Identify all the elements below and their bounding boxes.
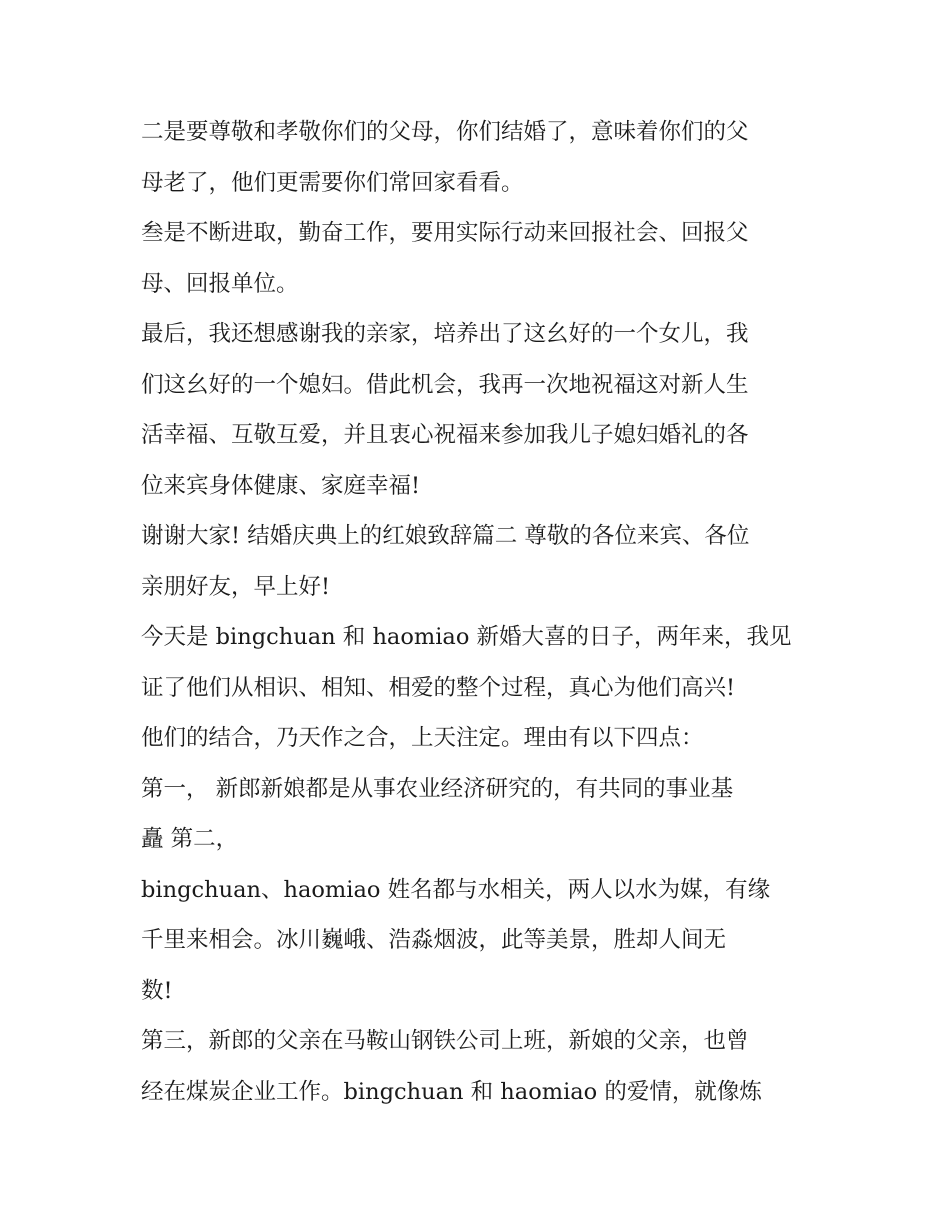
text-line: 谢谢大家! 结婚庆典上的红娘致辞篇二 尊敬的各位来宾、各位 xyxy=(141,523,750,549)
text-line: 活幸福、互敬互爱，并且衷心祝福来参加我儿子媳妇婚礼的各 xyxy=(141,422,749,448)
text-line: 母、回报单位。 xyxy=(141,270,299,297)
text-line: bingchuan、haomiao 姓名都与水相关，两人以水为媒，有缘 xyxy=(141,876,771,903)
text-line: 亲朋好友，早上好! xyxy=(141,573,331,600)
text-line: 千里来相会。冰川巍峨、浩淼烟波，此等美景，胜却人间无 xyxy=(141,927,727,953)
text-line: 他们的结合，乃天作之合，上天注定。理由有以下四点： xyxy=(141,725,704,751)
text-line: 叁是不断进取，勤奋工作，要用实际行动来回报社会、回报父 xyxy=(141,220,749,246)
text-line: 数! xyxy=(141,977,173,1004)
text-line: 经在煤炭企业工作。bingchuan 和 haomiao 的爱情，就像炼 xyxy=(141,1078,762,1105)
text-line: 第一， 新郎新娘都是从事农业经济研究的，有共同的事业基 xyxy=(141,775,734,802)
text-line: 第三，新郎的父亲在马鞍山钢铁公司上班，新娘的父亲，也曾 xyxy=(141,1028,749,1054)
text-line: 矗 第二， xyxy=(141,826,239,852)
text-line: 们这幺好的一个媳妇。借此机会，我再一次地祝福这对新人生 xyxy=(141,371,749,398)
text-line: 今天是 bingchuan 和 haomiao 新婚大喜的日子，两年来，我见 xyxy=(141,624,792,650)
text-line: 最后，我还想感谢我的亲家，培养出了这幺好的一个女儿，我 xyxy=(141,321,749,347)
text-line: 母老了，他们更需要你们常回家看看。 xyxy=(141,169,524,196)
text-line: 证了他们从相识、相知、相爱的整个过程，真心为他们高兴! xyxy=(141,674,736,701)
text-line: 二是要尊敬和孝敬你们的父母，你们结婚了，意味着你们的父 xyxy=(141,119,749,145)
text-line: 位来宾身体健康、家庭幸福! xyxy=(141,472,421,499)
body-text xyxy=(141,107,821,1117)
